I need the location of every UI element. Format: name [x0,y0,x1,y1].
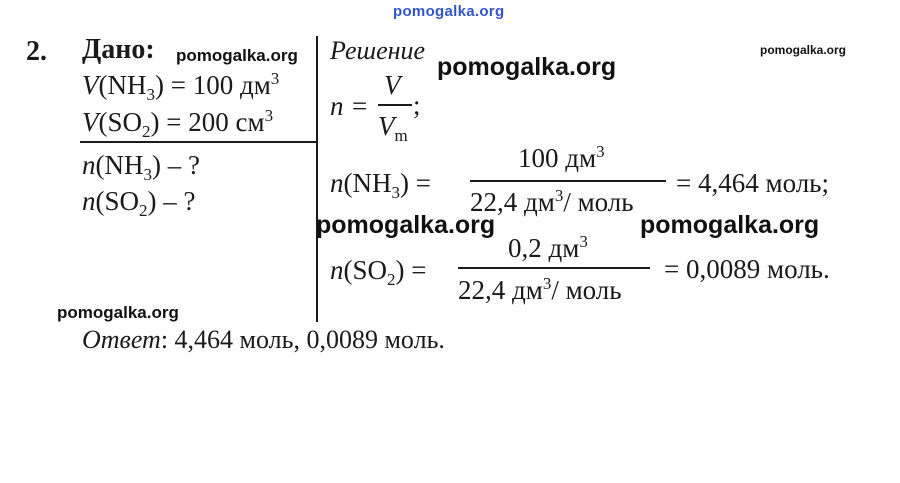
formula-den: $V_m$ [378,111,408,145]
problem-number: 2. [26,36,47,67]
given-label: Дано: [82,34,155,65]
watermark-f: pomogalka.org [57,303,179,322]
calc1-lhs: $n(NH_3)$ = [330,168,431,202]
calc2-result: = 0,0089 моль. [664,254,830,284]
calc1-denominator: 22,4 $дм^3/$ моль [470,186,634,217]
formula-num: V [384,70,401,100]
watermark-e: pomogalka.org [640,211,820,239]
watermark-c: pomogalka.org [760,43,847,57]
calc2-numerator: 0,2 $дм^3$ [508,232,588,263]
watermark-d: pomogalka.org [316,211,496,239]
calc2-lhs: $n(SO_2)$ = [330,255,427,289]
given-divider [80,141,318,143]
formula-fraction-line [378,104,412,106]
calc1-result: = 4,464 моль; [676,168,829,198]
calc1-fraction-line [470,180,666,182]
find-n-nh3: $n(NH_3)$ – ? [82,150,200,184]
given-v-nh3: $V(NH_3) = 100$ $дм^3$ [82,69,280,104]
calc1-numerator: 100 $дм^3$ [518,142,605,173]
answer-line: Ответ: 4,464 моль, 0,0089 моль. [82,325,445,354]
formula-n: n [330,91,344,121]
calc2-denominator: 22,4 $дм^3/$ моль [458,274,622,305]
given-v-so2: $V(SO_2) = 200$ $см^3$ [82,106,274,141]
formula-end: ; [413,90,421,120]
solution-label: Решение [330,36,426,65]
watermark-a: pomogalka.org [176,46,298,65]
solution-divider [316,36,318,322]
formula-eq: = [352,91,368,121]
find-n-so2: $n(SO_2)$ – ? [82,186,196,220]
watermark-b: pomogalka.org [437,53,617,81]
calc2-fraction-line [458,267,650,269]
watermark-top: pomogalka.org [393,3,505,20]
